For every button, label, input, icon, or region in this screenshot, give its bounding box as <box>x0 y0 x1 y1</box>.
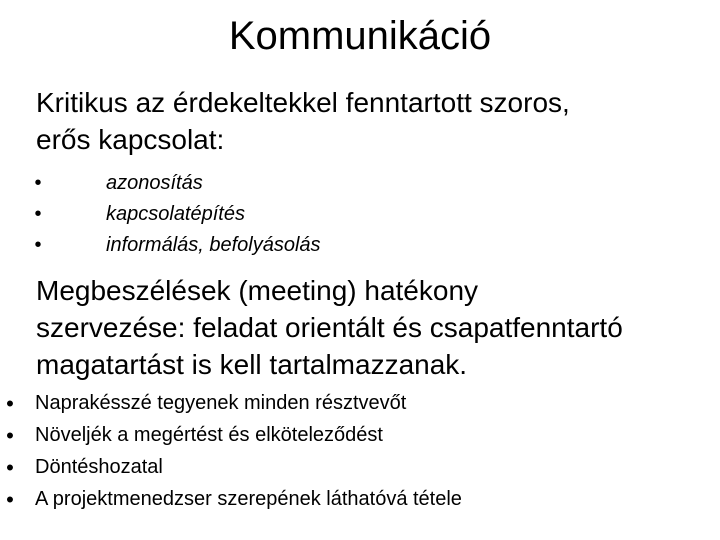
paragraph-line: magatartást is kell tartalmazzanak. <box>36 349 468 380</box>
list-item-text: Naprakésszé tegyenek minden résztvevőt <box>35 392 407 414</box>
paragraph-line: Kritikus az érdekeltekkel fenntartott szoros, <box>36 87 570 118</box>
list-item-text: Növeljék a megértést és elköteleződést <box>35 424 383 446</box>
bullet-icon: • <box>6 487 14 512</box>
list-item-text: kapcsolatépítés <box>106 203 245 225</box>
list-item <box>0 230 720 260</box>
list-item <box>0 420 720 451</box>
list-item <box>0 199 720 229</box>
paragraph-meetings <box>36 272 623 383</box>
paragraph-line: erős kapcsolat: <box>36 124 225 155</box>
bullet-icon: • <box>6 391 14 416</box>
paragraph-line: Megbeszélések (meeting) hatékony <box>36 275 479 306</box>
list-item <box>0 452 720 483</box>
paragraph-line: szervezése: feladat orientált és csapatfenntartó <box>36 312 623 343</box>
list-item-text: Döntéshozatal <box>35 456 163 478</box>
list-item-text: A projektmenedzser szerepének láthatóvá tétele <box>35 488 462 510</box>
bullet-icon: • <box>34 172 42 194</box>
bullet-icon: • <box>6 423 14 448</box>
list-item <box>0 484 720 515</box>
paragraph-stakeholder-relationship <box>36 84 570 158</box>
bullet-icon: • <box>6 455 14 480</box>
slide-title: Kommunikáció <box>228 14 492 58</box>
list-item-text: informálás, befolyásolás <box>106 234 321 256</box>
list-item-text: azonosítás <box>106 172 203 194</box>
list-item <box>0 168 720 198</box>
bullet-icon: • <box>34 234 42 256</box>
bullet-icon: • <box>34 203 42 225</box>
list-item <box>0 388 720 419</box>
